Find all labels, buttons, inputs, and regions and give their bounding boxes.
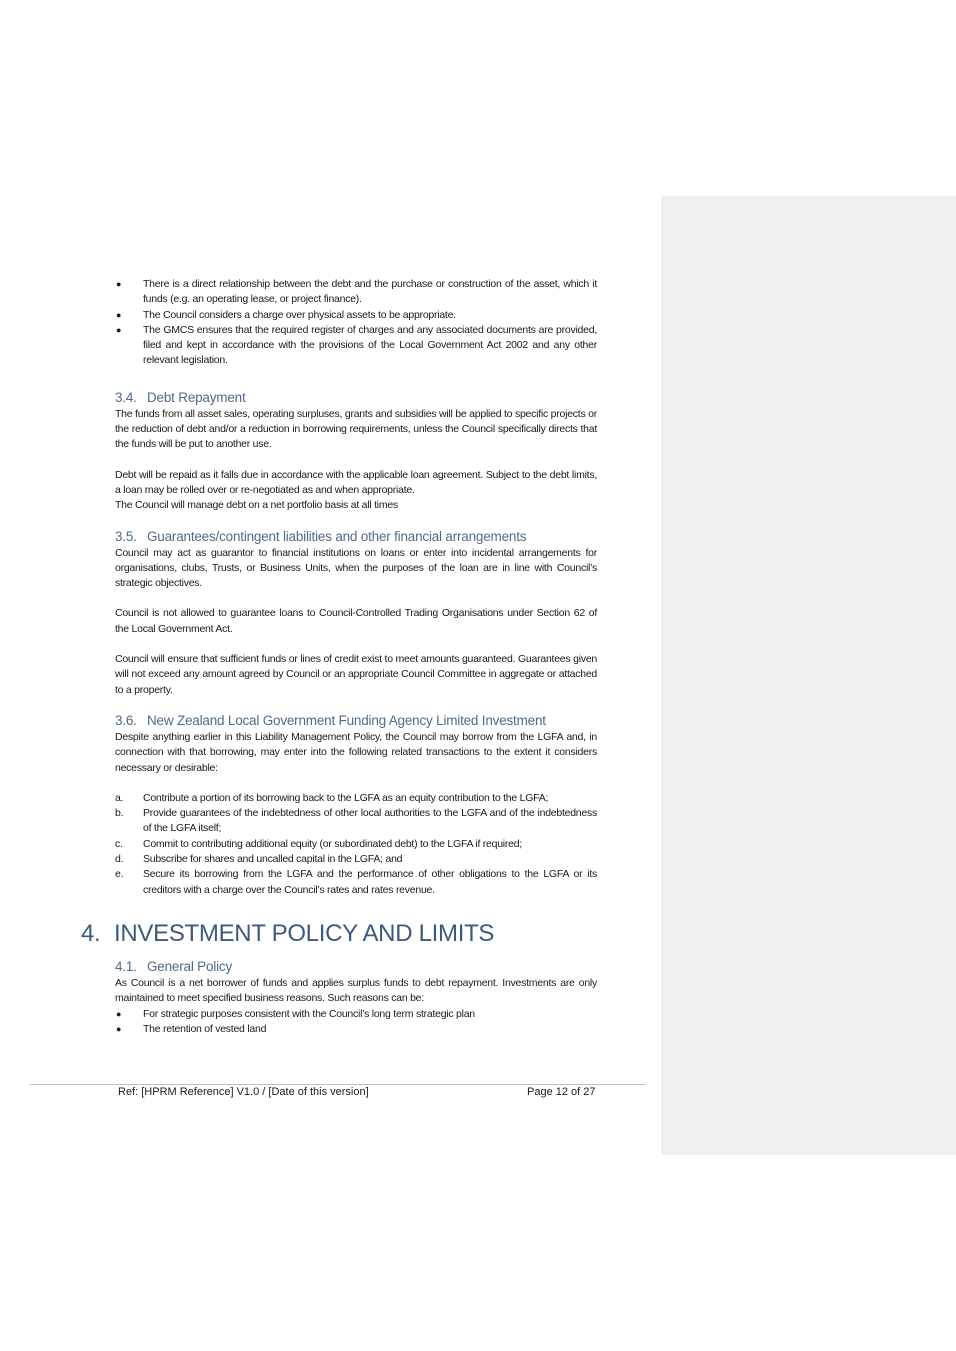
heading-debt-repayment: 3.4. Debt Repayment: [115, 389, 246, 405]
list-item: b. Provide guarantees of the indebtedness of other local authorities to the LGFA and of the indebtedness of the LGFA itself;: [115, 807, 597, 835]
page-body: [81, 277, 597, 1037]
paragraph: Despite anything earlier in this Liability Management Policy, the Council may borrow from the LGFA and, in connection with that borrowing, may enter into the following related transactions to the extent it considers necessary or desirable:: [115, 730, 597, 774]
list-item: c. Commit to contributing additional equity (or subordinated debt) to the LGFA if required;: [115, 837, 522, 850]
bullet-icon: ●: [116, 309, 122, 320]
lgfa-transaction-list: [115, 791, 597, 898]
list-item: ● The GMCS ensures that the required register of charges and any associated documents are provided, filed and kept in accordance with the provisions of the Local Government Act 2002 and any other relevant legislation.: [116, 323, 597, 367]
list-item: ● The Council considers a charge over physical assets to be appropriate.: [115, 308, 597, 323]
bullet-icon: ●: [116, 279, 122, 289]
bullet-icon: ●: [116, 1023, 122, 1034]
general-policy-bullet-list: [115, 1007, 597, 1038]
page-number: Page 12 of 27: [527, 1086, 596, 1098]
list-item: a. Contribute a portion of its borrowing back to the LGFA as an equity contribution to the LGFA;: [115, 791, 549, 804]
intro-bullet-list: [115, 277, 597, 369]
paragraph: The funds from all asset sales, operating surpluses, grants and subsidies will be applied to specific projects or the reduction of debt and/or a reduction in borrowing requirements, unless the Council specifically directs that the funds will be put to another use.: [115, 407, 597, 451]
list-item: e. Secure its borrowing from the LGFA and the performance of other obligations to the LGFA or its creditors with a charge over the Council’s rates and rates revenue.: [115, 868, 597, 896]
paragraph: Council is not allowed to guarantee loans to Council-Controlled Trading Organisations under Section 62 of the Local Government Act.: [115, 607, 597, 635]
list-item: ● The retention of vested land: [115, 1022, 597, 1037]
paragraph: Council will ensure that sufficient funds or lines of credit exist to meet amounts guaranteed. Guarantees given will not exceed any amount agreed by Council or an appropriate Council Committee in aggregate or attached to a property.: [115, 653, 597, 696]
list-item: ● There is a direct relationship between the debt and the purchase or construction of the asset, which it funds (e.g. an operating lease, or project finance).: [116, 278, 597, 306]
list-item: d. Subscribe for shares and uncalled capital in the LGFA; and: [115, 853, 403, 866]
bullet-icon: ●: [116, 324, 122, 335]
paragraph: The Council will manage debt on a net portfolio basis at all times: [115, 499, 398, 512]
heading-lgfa-investment: 3.6. New Zealand Local Government Funding Agency Limited Investment: [115, 712, 546, 728]
paragraph: Debt will be repaid as it falls due in accordance with the applicable loan agreement. Subject to the debt limits, a loan may be rolled over or re-negotiated as and when appropriate.: [115, 468, 597, 496]
bullet-icon: ●: [116, 1008, 122, 1019]
heading-guarantees: 3.5. Guarantees/contingent liabilities and other financial arrangements: [115, 528, 527, 544]
list-item: ● For strategic purposes consistent with the Council’s long term strategic plan: [115, 1007, 597, 1022]
paragraph: As Council is a net borrower of funds and applies surplus funds to debt repayment. Investments are only maintained to meet specified business reasons. Such reasons can be:: [115, 976, 597, 1005]
paragraph: Council may act as guarantor to financial institutions on loans or enter into incidental arrangements for organisations, clubs, Trusts, or Business Units, when the purposes of the loan are in line with Council’s strategic objectives.: [115, 546, 597, 590]
heading-general-policy: 4.1. General Policy: [115, 958, 232, 974]
heading-investment-policy: 4. INVESTMENT POLICY AND LIMITS: [81, 919, 495, 947]
comment-pane: [661, 196, 956, 1155]
footer-reference: Ref: [HPRM Reference] V1.0 / [Date of this version]: [118, 1086, 369, 1098]
